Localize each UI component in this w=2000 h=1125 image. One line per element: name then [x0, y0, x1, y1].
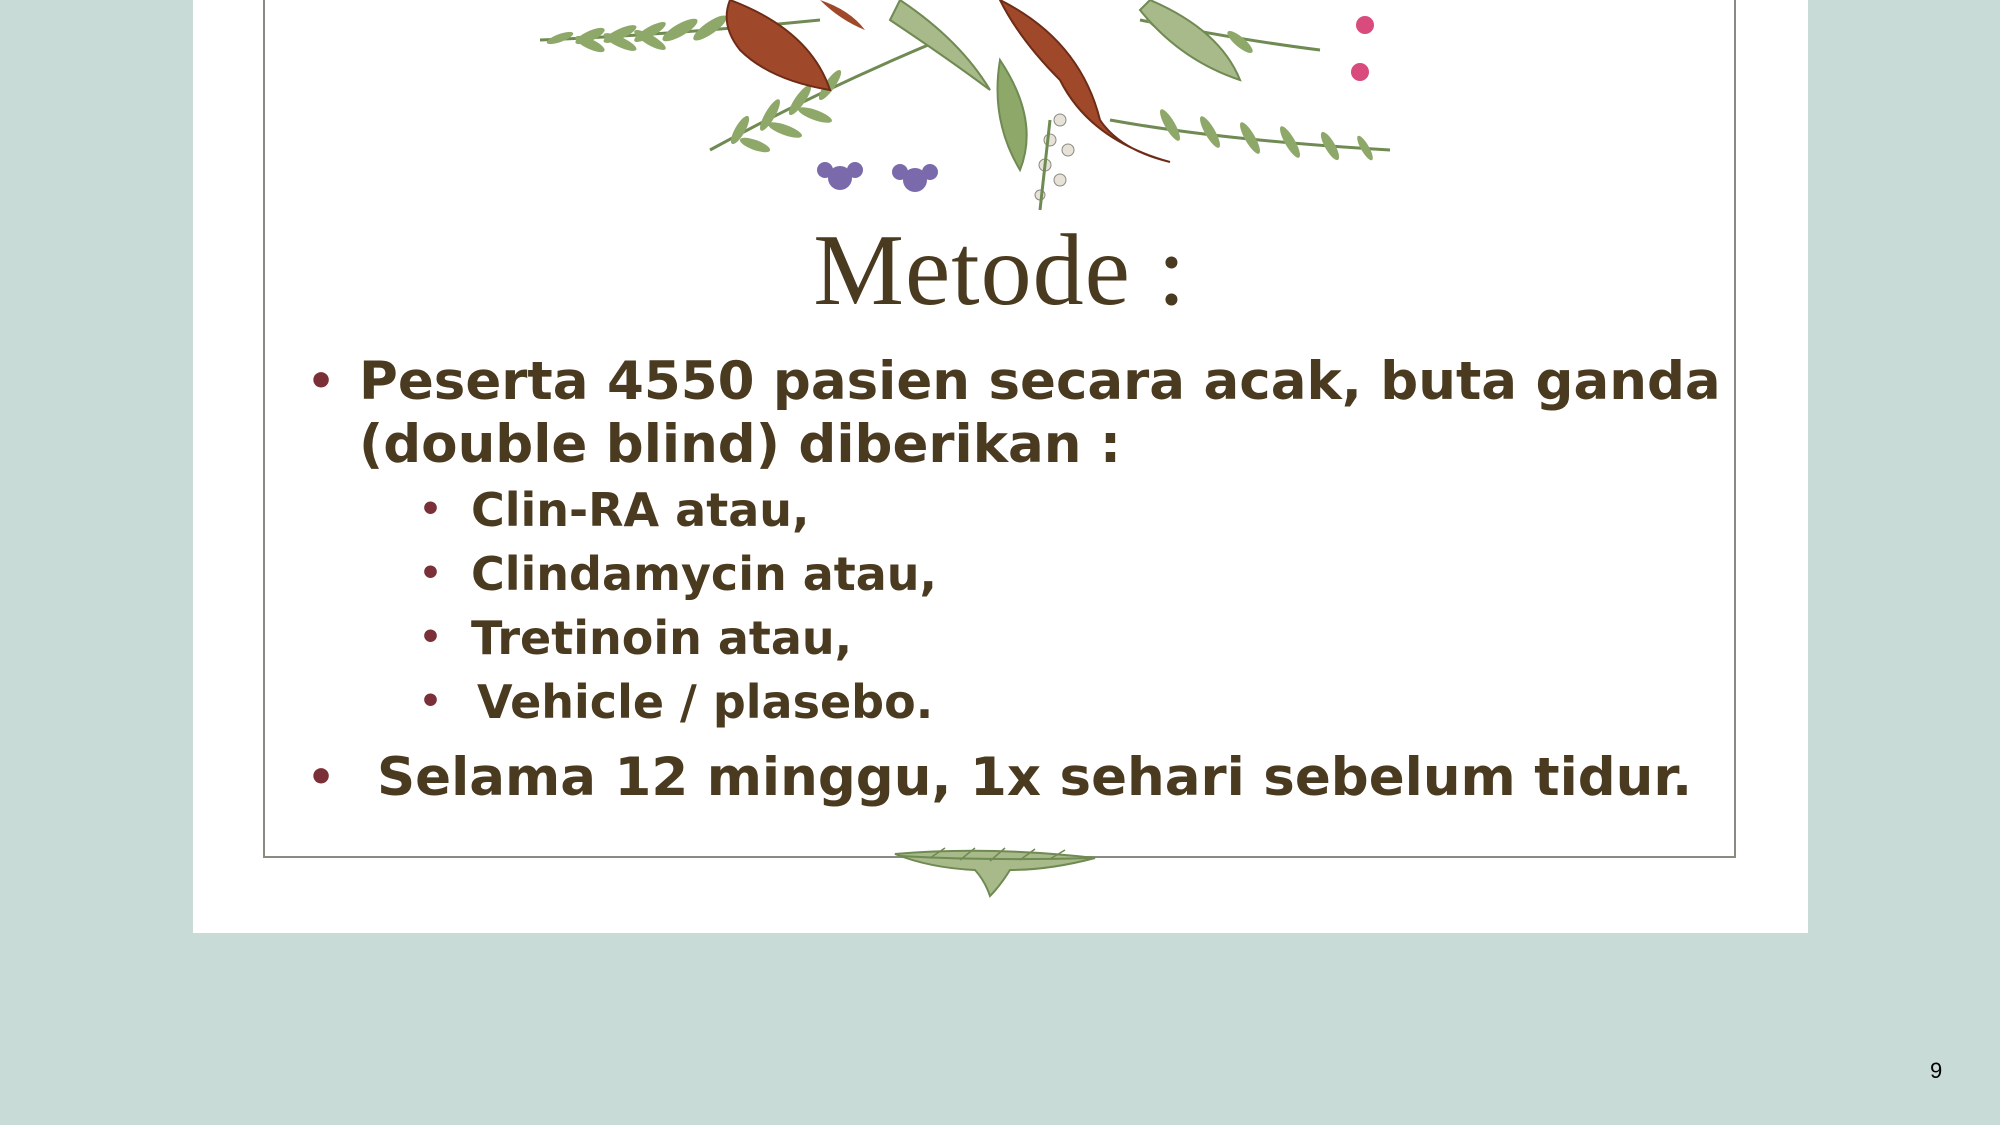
sub-bullet-item — [305, 542, 1725, 606]
bullet-dot: • — [419, 553, 443, 594]
bullet-dot: • — [307, 752, 336, 803]
leaf-divider-decoration — [890, 836, 1100, 898]
slide-title: Metode : — [813, 214, 1187, 327]
sub-bullet-item — [305, 478, 1725, 542]
sub-bullet-text: Clin-RA atau, — [471, 483, 810, 537]
sub-bullet-text: Tretinoin atau, — [471, 611, 853, 665]
bullet-text: Selama 12 minggu, 1x sehari sebelum tidur. — [377, 747, 1693, 808]
bullet-item — [305, 350, 1725, 476]
bullet-list — [305, 350, 1725, 809]
bullet-dot: • — [307, 356, 336, 407]
bullet-dot: • — [419, 681, 443, 722]
bullet-dot: • — [419, 489, 443, 530]
page-number: 9 — [1930, 1058, 1943, 1083]
bullet-item — [305, 746, 1725, 809]
floral-bouquet-decoration — [520, 0, 1400, 225]
sub-bullet-text: Vehicle / plasebo. — [477, 675, 934, 729]
sub-bullet-item — [305, 606, 1725, 670]
sub-bullet-text: Clindamycin atau, — [471, 547, 938, 601]
bullet-dot: • — [419, 617, 443, 658]
bullet-text: Peserta 4550 pasien secara acak, buta ganda (double blind) diberikan : — [359, 351, 1721, 475]
sub-bullet-item — [305, 670, 1725, 734]
